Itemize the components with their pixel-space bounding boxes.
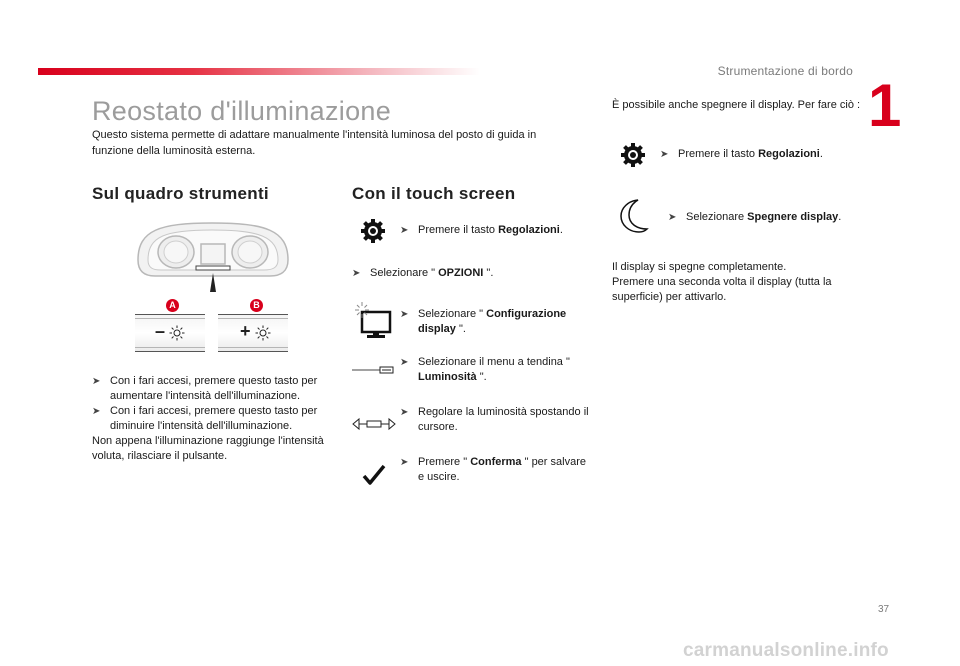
settings-key-label: Regolazioni: [758, 148, 820, 160]
step-text-end: .: [559, 224, 563, 236]
display-off-step-2: [668, 210, 868, 225]
plus-symbol: +: [240, 321, 251, 341]
options-label: OPZIONI: [438, 267, 484, 279]
step-text: Selezionare ": [418, 308, 487, 320]
display-off-step-1: [660, 147, 860, 162]
step-text: Regolare la luminosità spostando il cursore.: [418, 406, 589, 433]
step-text-end: .: [838, 211, 842, 223]
touch-step-3: [400, 307, 590, 337]
touch-step-6: [400, 455, 590, 485]
touch-step-2: [352, 266, 552, 281]
bullet-increase: [92, 374, 332, 404]
slider-icon: [352, 416, 396, 432]
header-accent-bar: [38, 68, 480, 75]
step-text-end: .: [819, 148, 823, 160]
arrow-bullet-icon: ➤: [400, 357, 409, 368]
brightness-icon: [169, 325, 185, 341]
arrow-bullet-icon: ➤: [660, 149, 669, 160]
gear-icon: [620, 142, 646, 168]
step-text: Premere il tasto: [678, 148, 759, 160]
intro-text: Questo sistema permette di adattare manualmente l'intensità luminosa del posto di guida in funzione della luminosità esterna.: [92, 129, 537, 157]
arrow-bullet-icon: ➤: [400, 457, 409, 468]
arrow-bullet-icon: ➤: [92, 406, 101, 417]
minus-symbol: –: [155, 321, 166, 341]
chapter-number: 1: [868, 72, 902, 139]
step-text: Selezionare il menu a tendina ": [418, 356, 570, 368]
touch-screen-heading: Con il touch screen: [352, 184, 516, 203]
brightness-icon: [255, 325, 271, 341]
bullet-decrease: [92, 404, 332, 434]
step-text: Selezionare: [686, 211, 748, 223]
instrument-panel-heading: Sul quadro strumenti: [92, 184, 269, 203]
arrow-bullet-icon: ➤: [352, 268, 361, 279]
display-config-label: Configurazione display: [418, 308, 567, 335]
section-title: Strumentazione di bordo: [717, 64, 853, 78]
step-text-end: ".: [476, 371, 487, 383]
step-text-end: " per salvare e uscire.: [418, 456, 586, 483]
arrow-bullet-icon: ➤: [92, 376, 101, 387]
step-text: Premere ": [418, 456, 471, 468]
step-text-end: ".: [455, 323, 466, 335]
display-off-intro: È possibile anche spegnere il display. Per fare ciò :: [612, 99, 861, 111]
arrow-bullet-icon: ➤: [400, 225, 409, 236]
monitor-brightness-icon: [352, 300, 394, 340]
page-number: 37: [878, 604, 890, 615]
result-line-2: Premere una seconda volta il display (tutta la superficie) per attivarlo.: [612, 276, 832, 303]
bullet-text: Con i fari accesi, premere questo tasto per aumentare l'intensità dell'illuminazione.: [110, 375, 318, 402]
display-off-label: Spegnere display: [747, 211, 839, 223]
touch-step-5: [400, 405, 595, 435]
brightness-label: Luminosità: [418, 371, 477, 383]
arrow-bullet-icon: ➤: [400, 407, 409, 418]
arrow-bullet-icon: ➤: [400, 309, 409, 320]
step-text: Selezionare ": [370, 267, 439, 279]
crescent-moon-icon: [616, 198, 650, 234]
watermark: carmanualsonline.info: [683, 640, 889, 661]
display-off-result: [612, 260, 852, 305]
checkmark-icon: [362, 464, 386, 486]
step-text: Premere il tasto: [418, 224, 499, 236]
settings-key-label: Regolazioni: [498, 224, 560, 236]
bullet-text: Con i fari accesi, premere questo tasto per diminuire l'intensità dell'illuminazione.: [110, 405, 318, 432]
touch-step-4: [400, 355, 590, 385]
touch-step-1: [400, 223, 590, 238]
gear-icon: [360, 218, 386, 244]
page-title: Reostato d'illuminazione: [92, 96, 392, 126]
instrument-cluster-illustration: [130, 220, 295, 295]
release-note: Non appena l'illuminazione raggiunge l'intensità voluta, rilasciare il pulsante.: [92, 435, 324, 462]
dropdown-menu-icon: [352, 364, 394, 376]
instrument-panel-instructions: [92, 374, 332, 464]
arrow-bullet-icon: ➤: [668, 212, 677, 223]
badge-a: A: [166, 299, 179, 312]
dimmer-increase-button[interactable]: [218, 314, 288, 352]
result-line-1: Il display si spegne completamente.: [612, 261, 787, 273]
step-text-end: ".: [483, 267, 494, 279]
confirm-label: Conferma: [470, 456, 522, 468]
dimmer-decrease-button[interactable]: [135, 314, 205, 352]
badge-b: B: [250, 299, 263, 312]
